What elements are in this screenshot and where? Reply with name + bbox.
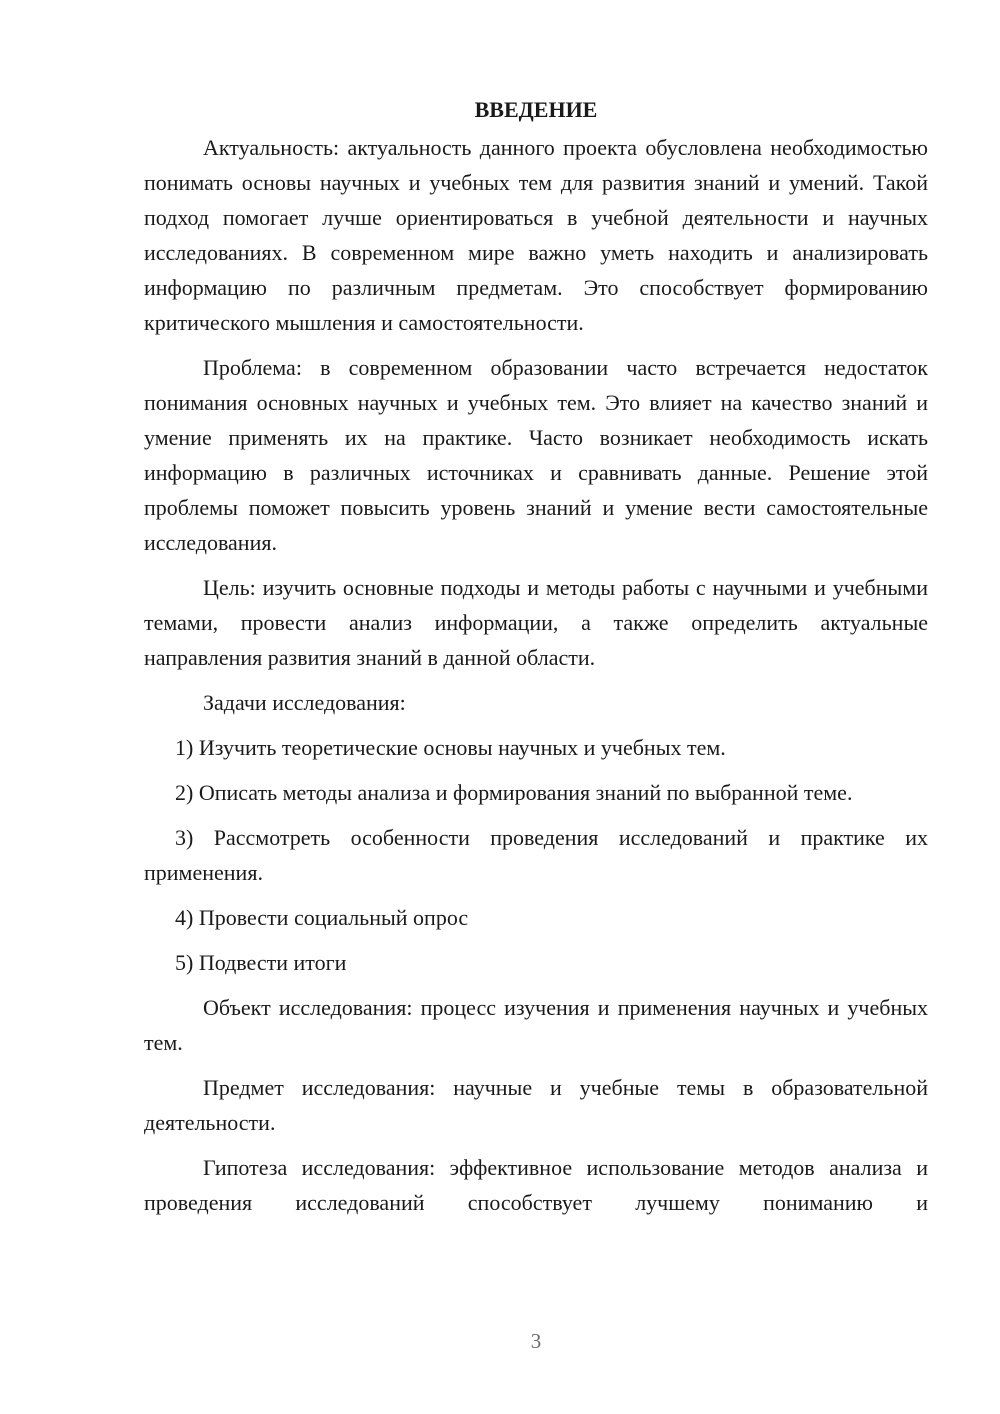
- task-item-3: 3) Рассмотреть особенности проведения исследований и практике их применения.: [144, 825, 928, 885]
- paragraph-hypothesis: Гипотеза исследования: эффективное использование методов анализа и проведения исследований способствует лучшему пониманию и: [144, 1155, 928, 1215]
- task-item-1: 1) Изучить теоретические основы научных и учебных тем.: [175, 735, 726, 760]
- page-content: [144, 92, 928, 1230]
- task-item-5: 5) Подвести итоги: [175, 950, 347, 975]
- paragraph-object: Объект исследования: процесс изучения и применения научных и учебных тем.: [144, 995, 928, 1055]
- page-number: 3: [530, 1329, 542, 1353]
- page-title: ВВЕДЕНИЕ: [474, 97, 598, 122]
- paragraph-problem: Проблема: в современном образовании часто встречается недостаток понимания основных научных и учебных тем. Это влияет на качество знаний и умение применять их на практике. Часто возникает необходимость искать информацию в различных источниках и сравнивать данные. Решение этой проблемы поможет повысить уровень знаний и умение вести самостоятельные исследования.: [144, 355, 928, 555]
- paragraph-goal: Цель: изучить основные подходы и методы работы с научными и учебными темами, провести анализ информации, а также определить актуальные направления развития знаний в данной области.: [144, 575, 928, 670]
- task-item-4: 4) Провести социальный опрос: [175, 905, 469, 930]
- tasks-heading: Задачи исследования:: [203, 690, 406, 715]
- paragraph-relevance: Актуальность: актуальность данного проекта обусловлена необходимостью понимать основы научных и учебных тем для развития знаний и умений. Такой подход помогает лучше ориентироваться в учебной деятельности и научных исследованиях. В современном мире важно уметь находить и анализировать информацию по различным предметам. Это способствует формированию критического мышления и самостоятельности.: [144, 135, 928, 335]
- paragraph-subject: Предмет исследования: научные и учебные темы в образовательной деятельности.: [144, 1075, 928, 1135]
- task-item-2: 2) Описать методы анализа и формирования знаний по выбранной теме.: [175, 780, 853, 805]
